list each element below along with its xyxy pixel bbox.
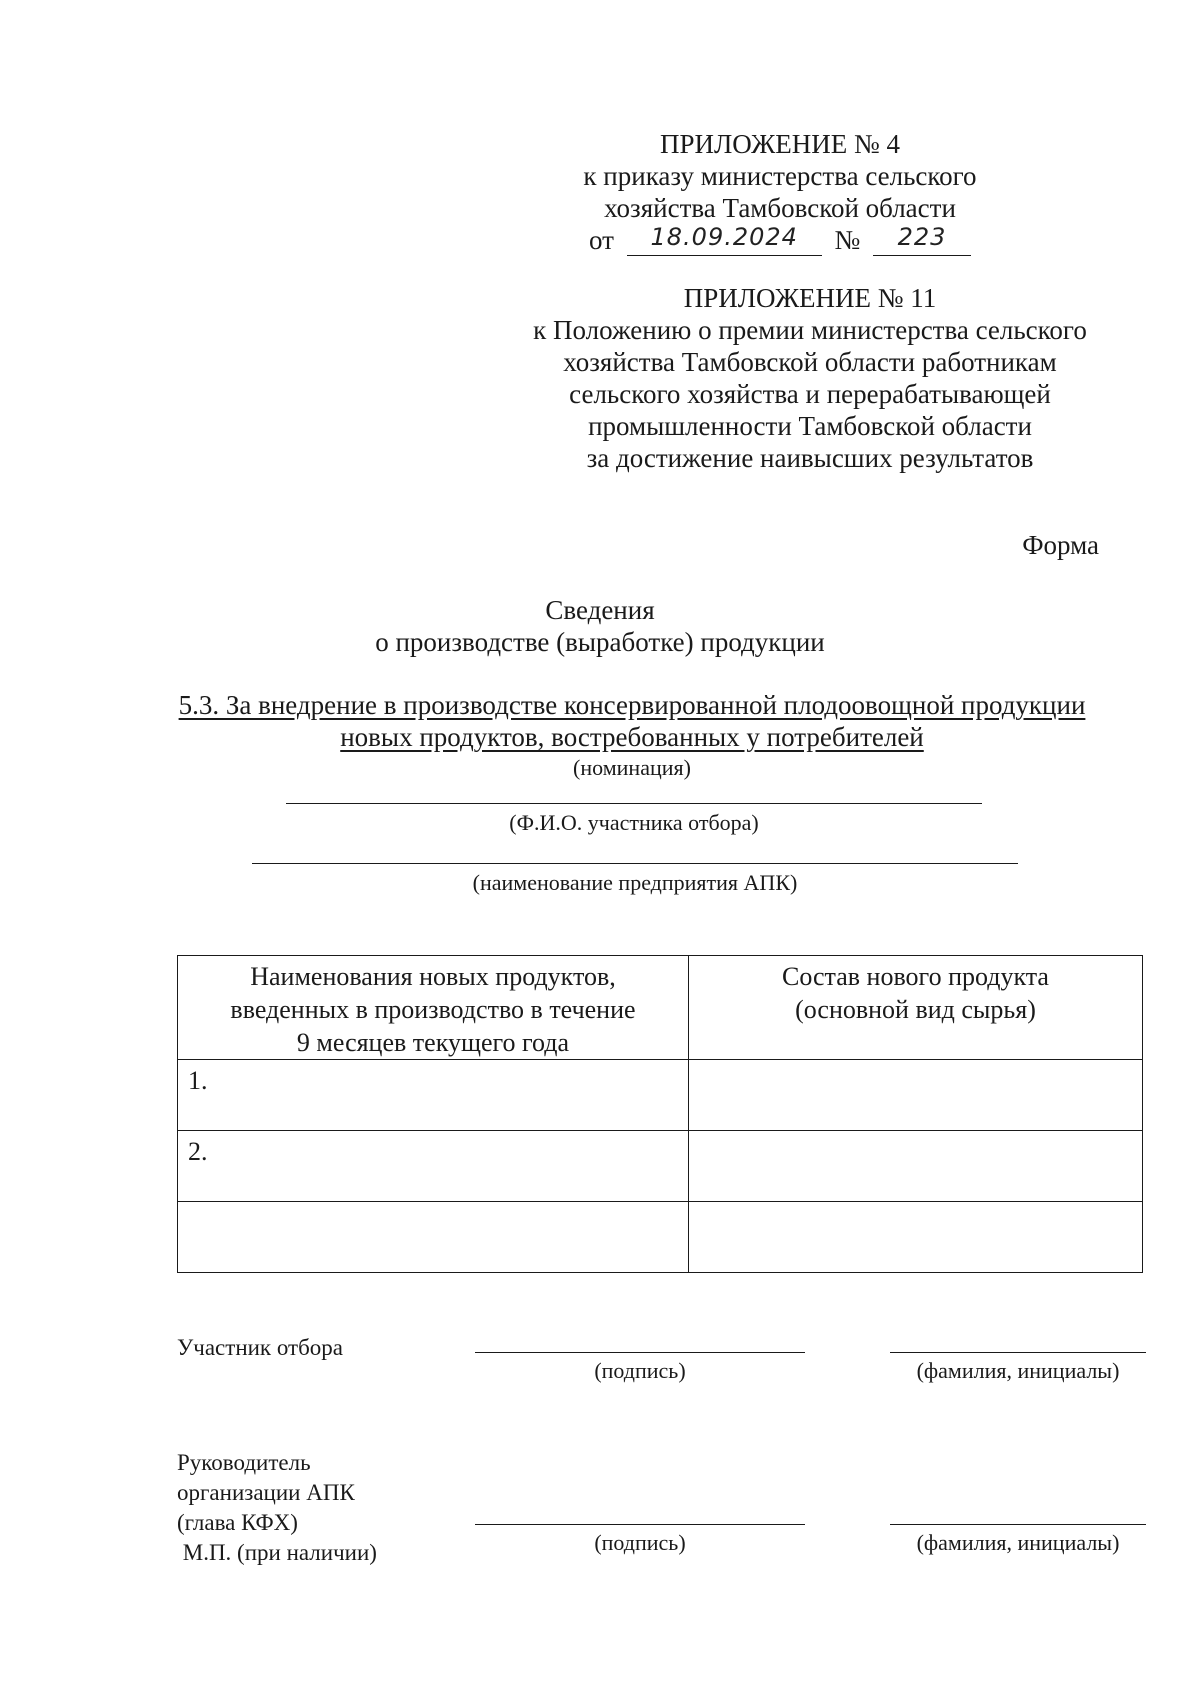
- table-header-row: [178, 956, 1143, 1060]
- table-row: [178, 1060, 1143, 1131]
- order-date-field: [627, 225, 822, 256]
- head-signature-caption: (подпись): [594, 1530, 686, 1555]
- header-product-names: [178, 956, 689, 1060]
- head-signature-label: [177, 1448, 377, 1568]
- table-cell-product-name[interactable]: 2.: [178, 1131, 689, 1202]
- head-label-line: Руководитель: [177, 1450, 311, 1475]
- order-number-handwritten: 223: [897, 223, 947, 251]
- document-subheading: о производстве (выработке) продукции: [375, 627, 825, 657]
- appendix-11-title: ПРИЛОЖЕНИЕ № 11: [683, 283, 937, 313]
- number-sign: №: [834, 225, 861, 255]
- table-row: [178, 1202, 1143, 1273]
- nomination-caption: (номинация): [573, 755, 691, 780]
- head-fullname-line: [890, 1524, 1146, 1525]
- head-signature-line: [475, 1524, 805, 1525]
- enterprise-name-line: [252, 863, 1018, 864]
- participant-signature-line: [475, 1352, 805, 1353]
- order-date-handwritten: 18.09.2024: [650, 223, 798, 251]
- appendix-11-line-1: к Положению о премии министерства сельского: [533, 315, 1087, 345]
- table-cell-composition[interactable]: [689, 1060, 1143, 1131]
- appendix-11-line-4: промышленности Тамбовской области: [588, 411, 1032, 441]
- head-fullname-caption: (фамилия, инициалы): [916, 1530, 1120, 1555]
- participant-signature-label: Участник отбора: [177, 1335, 344, 1360]
- appendix-4-line-1: к приказу министерства сельского: [583, 161, 977, 191]
- table-cell-composition[interactable]: [689, 1131, 1143, 1202]
- appendix-4-title: ПРИЛОЖЕНИЕ № 4: [659, 129, 901, 159]
- nomination-line-2: новых продуктов, востребованных у потребителей: [340, 722, 924, 752]
- appendix-11-line-2: хозяйства Тамбовской области работникам: [563, 347, 1057, 377]
- participant-signature-caption: (подпись): [594, 1358, 686, 1383]
- appendix-4-date-row: [500, 224, 1060, 256]
- table-row: [178, 1131, 1143, 1202]
- appendix-4-line-2: хозяйства Тамбовской области: [604, 193, 956, 223]
- header-product-names-line: 9 месяцев текущего года: [296, 1028, 570, 1057]
- header-product-names-line: введенных в производство в течение: [230, 995, 636, 1024]
- document-heading: Сведения: [545, 595, 655, 625]
- header-product-composition: [689, 956, 1143, 1060]
- header-product-composition-line: Состав нового продукта: [782, 962, 1049, 991]
- date-prefix: от: [589, 225, 614, 255]
- table-cell-composition[interactable]: [689, 1202, 1143, 1273]
- header-product-names-line: Наименования новых продуктов,: [250, 962, 616, 991]
- table-cell-product-name[interactable]: 1.: [178, 1060, 689, 1131]
- nomination-line-1: 5.3. За внедрение в производстве консервированной плодоовощной продукции: [178, 690, 1086, 720]
- head-label-line: (глава КФХ): [177, 1510, 298, 1535]
- header-product-composition-line: (основной вид сырья): [795, 995, 1036, 1024]
- form-label: Форма: [1022, 530, 1099, 560]
- appendix-11-line-5: за достижение наивысших результатов: [586, 443, 1034, 473]
- participant-name-line: [286, 803, 982, 804]
- participant-name-caption: (Ф.И.О. участника отбора): [509, 810, 759, 835]
- enterprise-name-caption: (наименование предприятия АПК): [472, 870, 798, 895]
- new-products-table: [177, 955, 1143, 1273]
- appendix-11-line-3: сельского хозяйства и перерабатывающей: [569, 379, 1051, 409]
- table-cell-product-name[interactable]: [178, 1202, 689, 1273]
- head-label-line: М.П. (при наличии): [177, 1540, 377, 1565]
- order-number-field: [873, 225, 971, 256]
- appendix-4-header: [500, 128, 1060, 256]
- participant-fullname-caption: (фамилия, инициалы): [916, 1358, 1120, 1383]
- appendix-11-header: [480, 282, 1140, 474]
- head-label-line: организации АПК: [177, 1480, 355, 1505]
- participant-fullname-line: [890, 1352, 1146, 1353]
